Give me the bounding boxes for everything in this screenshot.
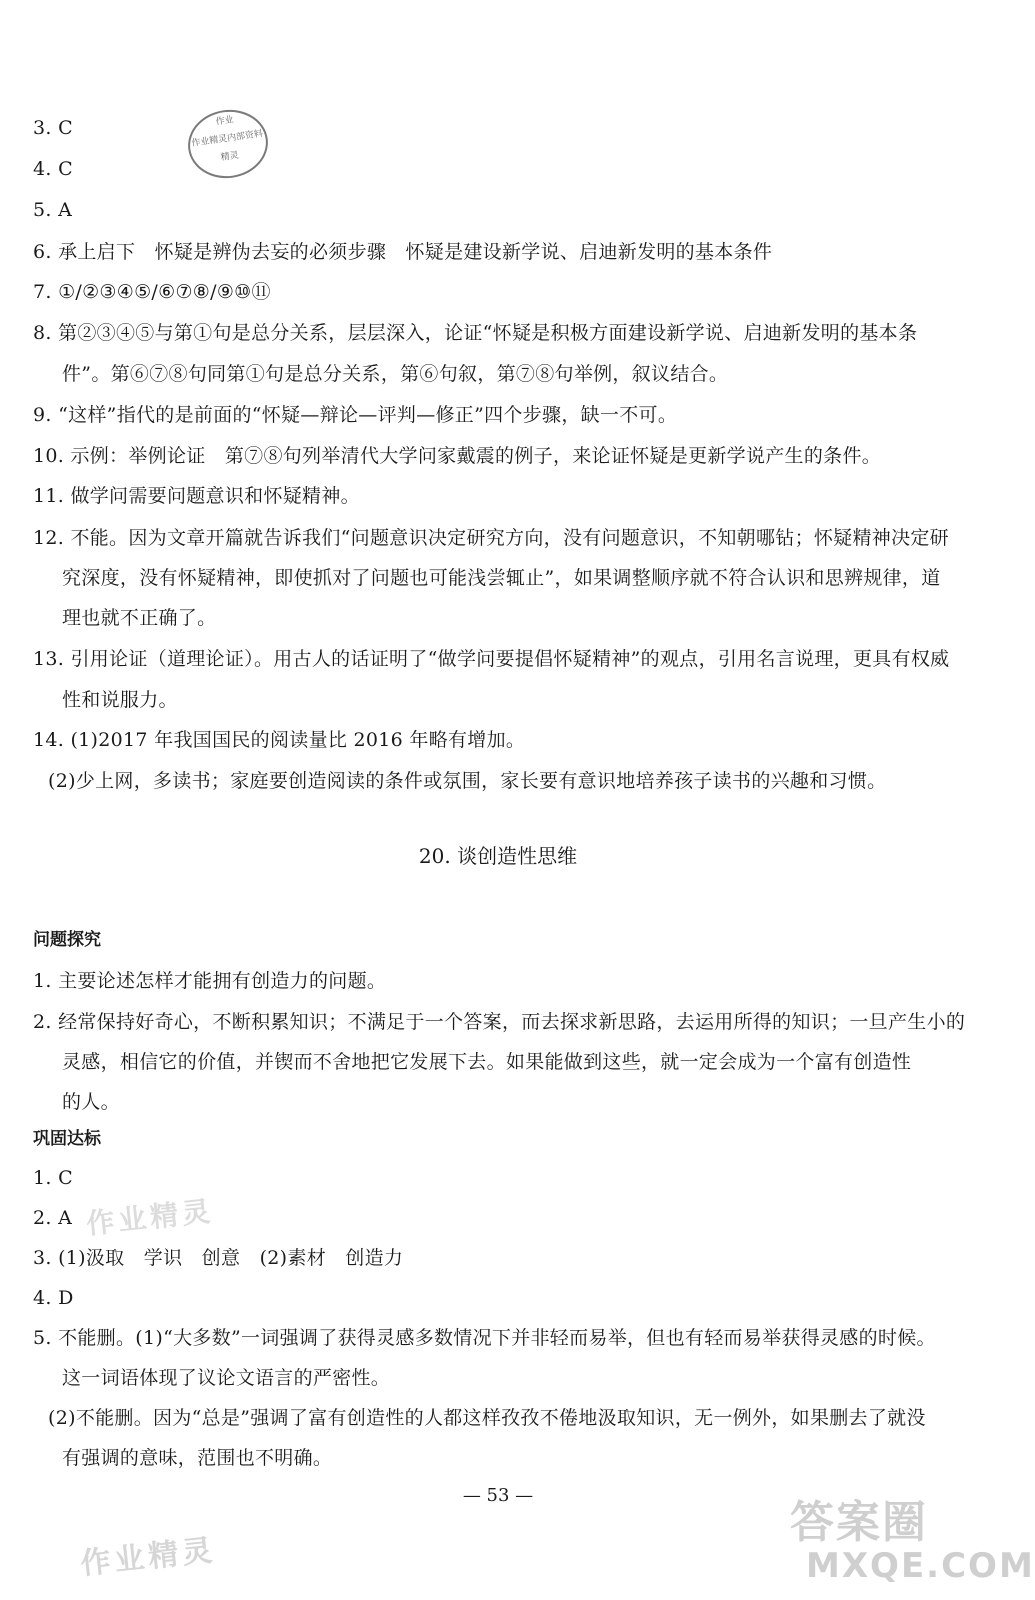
answer-line: 10. 示例：举例论证 第⑦⑧句列举清代大学问家戴震的例子，来论证怀疑是更新学说产生的条件。 <box>33 445 882 467</box>
answer-line-continued: 究深度，没有怀疑精神，即使抓对了问题也可能浅尝辄止”，如果调整顺序就不符合认识和思辨规律，道 <box>62 567 941 589</box>
answer-line: 13. 引用论证（道理论证）。用古人的话证明了“做学问要提倡怀疑精神”的观点，引用名言说理，更具有权威 <box>33 648 950 670</box>
page-number: — 53 — <box>462 1485 534 1506</box>
answer-line: 11. 做学问需要问题意识和怀疑精神。 <box>33 485 360 507</box>
logo-url: MXQE.COM <box>806 1546 1035 1586</box>
consolidation-line: 3. (1)汲取 学识 创意 (2)素材 创造力 <box>33 1247 404 1269</box>
answer-line-continued: 理也就不正确了。 <box>62 607 217 629</box>
inquiry-line-continued: 灵感，相信它的价值，并锲而不舍地把它发展下去。如果能做到这些，就一定会成为一个富有创造性 <box>62 1051 912 1073</box>
answer-line: 9. “这样”指代的是前面的“怀疑—辩论—评判—修正”四个步骤，缺一不可。 <box>33 404 678 426</box>
consolidation-line-continued: 这一词语体现了议论文语言的严密性。 <box>62 1367 391 1389</box>
watermark: 作业精灵 <box>78 1532 218 1582</box>
stamp-line-2: 作业精灵内部资料 <box>190 129 264 150</box>
answer-subline: (2)少上网，多读书；家庭要创造阅读的条件或氛围，家长要有意识地培养孩子读书的兴趣和习惯。 <box>48 770 887 792</box>
consolidation-line: 5. 不能删。(1)“大多数”一词强调了获得灵感多数情况下并非轻而易举，但也有轻而易举获得灵感的时候。 <box>33 1327 936 1349</box>
section-heading-inquiry: 问题探究 <box>33 930 101 950</box>
inquiry-line-continued: 的人。 <box>62 1091 120 1113</box>
section-heading-consolidation: 巩固达标 <box>33 1129 101 1149</box>
consolidation-line-continued: 有强调的意味，范围也不明确。 <box>62 1447 333 1469</box>
stamp <box>184 105 273 183</box>
answer-line: 14. (1)2017 年我国国民的阅读量比 2016 年略有增加。 <box>33 729 526 751</box>
answer-line-continued: 性和说服力。 <box>62 689 178 711</box>
inquiry-line: 2. 经常保持好奇心，不断积累知识；不满足于一个答案，而去探求新思路，去运用所得的知识；一旦产生小的 <box>33 1011 966 1033</box>
answer-line: 8. 第②③④⑤与第①句是总分关系，层层深入，论证“怀疑是积极方面建设新学说、启迪新发明的基本条 <box>33 322 918 344</box>
answer-line: 5. A <box>33 199 73 221</box>
watermark: 作业精灵 <box>84 1194 216 1241</box>
answer-line: 6. 承上启下 怀疑是辨伪去妄的必须步骤 怀疑是建设新学说、启迪新发明的基本条件 <box>33 241 773 263</box>
consolidation-line: 1. C <box>33 1167 73 1189</box>
site-logo <box>790 1486 1035 1594</box>
answer-line-continued: 件”。第⑥⑦⑧句同第①句是总分关系，第⑥句叙，第⑦⑧句举例，叙议结合。 <box>62 363 729 385</box>
consolidation-line: 2. A <box>33 1207 73 1229</box>
answer-line: 4. C <box>33 158 73 180</box>
consolidation-line: 4. D <box>33 1287 74 1309</box>
logo-text: 答案圈 <box>790 1497 928 1548</box>
answer-line: 12. 不能。因为文章开篇就告诉我们“问题意识决定研究方向，没有问题意识，不知朝哪钻；怀疑精神决定研 <box>33 527 949 549</box>
lesson-title: 20. 谈创造性思维 <box>418 844 578 868</box>
answer-line: 3. C <box>33 117 73 139</box>
answer-line: 7. ①/②③④⑤/⑥⑦⑧/⑨⑩⑪ <box>33 281 271 303</box>
stamp-line-1: 作业 <box>215 115 235 128</box>
inquiry-line: 1. 主要论述怎样才能拥有创造力的问题。 <box>33 970 387 992</box>
consolidation-subline: (2)不能删。因为“总是”强调了富有创造性的人都这样孜孜不倦地汲取知识，无一例外，如果删去了就没 <box>48 1407 926 1429</box>
stamp-line-3: 精灵 <box>220 150 240 164</box>
